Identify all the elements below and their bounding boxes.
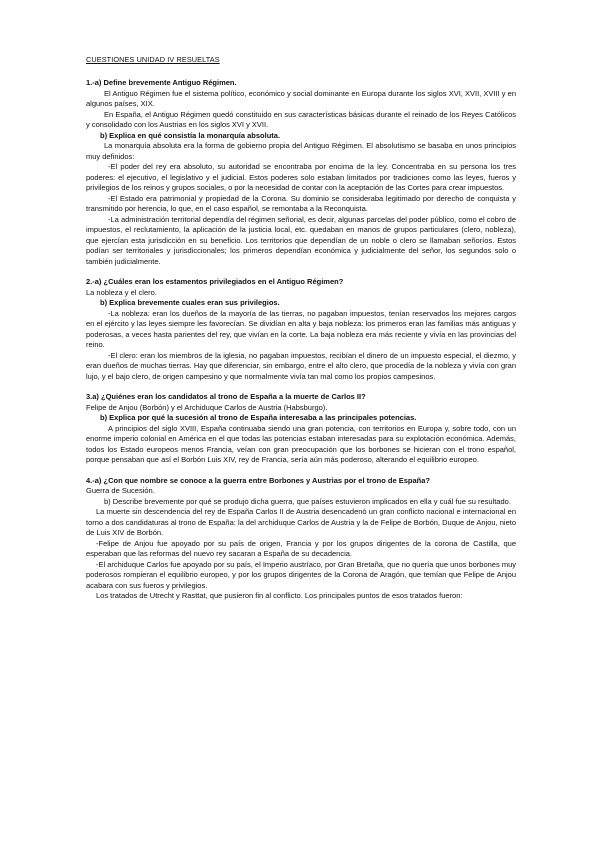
- answer-paragraph: -El clero: eran los miembros de la iglesia, no pagaban impuestos, recibían el dinero de un impuesto especial, el diezmo, y eran dueños de muchas tierras. Hay que diferenciar, sin embargo, entre el alto clero, que procedía de la nobleza y vivía con gran lujo, y el bajo clero, de origen campesino y que normalmente vivía tan mal como los propios campesinos.: [86, 350, 516, 381]
- answer-paragraph: -El poder del rey era absoluto, su autoridad se encontraba por encima de la ley. Concentraba en su persona los tres poderes: el ejecutivo, el legislativo y el judicial. Estos poderes solo estaban limitados por tradiciones como las leyes, fueros y privilegios de los reinos y grupos sociales, o por la necesidad de contar con la aceptación de las Cortes para crear impuestos.: [86, 162, 516, 192]
- answer-paragraph: -La nobleza: eran los dueños de la mayoría de las tierras, no pagaban impuestos, tenían reservados los mejores cargos en el ejército y las leyes siempre les favorecían. Se dividían en alta y baja nobleza: los primeros eran las familias más antiguas y poderosas, a veces hasta parientes del rey, que vivían en la corte. La baja nobleza era más reciente y vivía en las provincias del reino.: [86, 308, 516, 349]
- answer-paragraph: La nobleza y el clero.: [86, 287, 157, 297]
- answer-paragraph: Felipe de Anjou (Borbón) y el Archiduque Carlos de Austria (Habsburgo).: [86, 402, 328, 412]
- answer-paragraph: Guerra de Sucesión.: [86, 486, 155, 495]
- answer-paragraph: A principios del siglo XVIII, España continuaba siendo una gran potencia, con territorios en Europa y, sobre todo, con un enorme imperio colonial en América en el que todas las potencias estaban interesadas para su explotación económica. Además, todos los Estado europeos menos Francia, veían con gran preocupación que los borbones se hicieran con el trono español, porque pensaban que así el Borbón Luis XIV, rey de Francia, sería aún más poderoso, alterando el equilibrio europeo.: [86, 423, 516, 464]
- document-title: CUESTIONES UNIDAD IV RESUELTAS: [86, 55, 220, 64]
- answer-paragraph: En España, el Antiguo Régimen quedó constituido en sus características básicas durante el reinado de los Reyes Católicos y consolidado con los Austrias en los siglos XVI y XVII.: [86, 109, 516, 129]
- answer-paragraph: El Antiguo Régimen fue el sistema político, económico y social dominante en Europa durante los siglos XVI, XVII, XVIII y en algunos países, XIX.: [86, 88, 516, 108]
- question-section: [86, 476, 516, 602]
- answer-paragraph: -La administración territorial dependía del régimen señorial, es decir, algunas parcelas del poder público, como el cobro de impuestos, el reclutamiento, la aplicación de la justicia local, etc. quedaban en manos de grupos particulares (clero, nobleza), que ejercían esta jurisdicción en su beneficio. Los territorios que dependían de un noble o clero se llamaban señoríos. Estos podían ser territoriales y jurisdiccionales; los primeros dependían económica y judicialmente del señor, los segundos solo o también judicialmente.: [86, 214, 516, 266]
- question-text: b) Explica por qué la sucesión al trono de España interesaba a las principales potencias.: [100, 413, 417, 422]
- answer-paragraph: -El archiduque Carlos fue apoyado por su país, el Imperio austríaco, por Gran Bretaña, que no quería que unos borbones muy poderosos rompieran el equilibrio europeo, y por los grupos dirigentes de la Corona de Aragón, que temían que Felipe de Anjou acabara con sus fueros y privilegios.: [86, 559, 516, 590]
- question-text: b) Explica en qué consistía la monarquía absoluta.: [100, 130, 281, 140]
- answer-paragraph: -Felipe de Anjou fue apoyado por su país de origen, Francia y por los grupos dirigentes de la corona de Castilla, que esperaban que las reformas del nuevo rey sacaran a España de su decadencia.: [86, 538, 516, 558]
- question-section: [86, 78, 516, 267]
- answer-paragraph: b) Describe brevemente por qué se produjo dicha guerra, que países estuvieron implicados en ella y cuál fue su resultado.: [104, 496, 511, 506]
- question-text: b) Explica brevemente cuales eran sus privilegios.: [100, 298, 280, 307]
- question-text: 4.-a) ¿Con que nombre se conoce a la guerra entre Borbones y Austrias por el trono de España?: [86, 475, 430, 485]
- question-section: [86, 277, 516, 382]
- answer-paragraph: La muerte sin descendencia del rey de España Carlos II de Austria desencadenó un gran conflicto nacional e internacional en torno a dos candidaturas al trono de España: la del archiduque Carlos de Austria y la de Felipe de Borbón, Duque de Anjou, nieto de Luis XIV de Borbón.: [86, 507, 516, 537]
- question-text: 1.-a) Define brevemente Antiguo Régimen.: [86, 78, 237, 87]
- answer-paragraph: -El Estado era patrimonial y propiedad de la Corona. Su dominio se consideraba legitimado por derecho de conquista y transmitido por herencia, lo que, en el caso español, se remontaba a la Reconquista.: [86, 193, 516, 213]
- answer-paragraph: La monarquía absoluta era la forma de gobierno propia del Antiguo Régimen. El absolutismo se basaba en unos principios muy definidos:: [86, 141, 516, 161]
- question-text: 2.-a) ¿Cuáles eran los estamentos privilegiados en el Antiguo Régimen?: [86, 277, 344, 286]
- answer-paragraph: Los tratados de Utrecht y Rasttat, que pusieron fin al conflicto. Los principales puntos de esos tratados fueron:: [96, 591, 463, 600]
- question-section: [86, 392, 516, 466]
- document-body: [86, 78, 516, 602]
- question-text: 3.a) ¿Quiénes eran los candidatos al trono de España a la muerte de Carlos II?: [86, 392, 366, 401]
